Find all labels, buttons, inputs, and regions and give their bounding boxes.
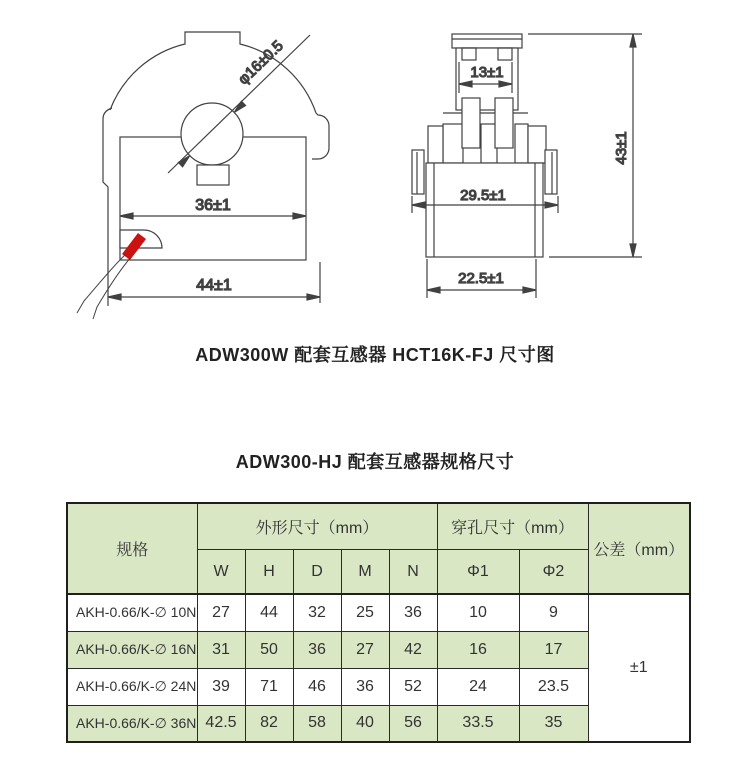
dim-bottom-width <box>427 259 536 298</box>
header-col-d: D <box>293 550 341 595</box>
spec-name-cell: AKH-0.66/K-∅ 24N <box>67 668 197 705</box>
dim-outer-width <box>108 262 320 303</box>
left-flange <box>103 108 112 306</box>
value-cell: 9 <box>519 594 588 631</box>
dim-label-mid-width: 29.5±1 <box>460 187 506 204</box>
value-cell: 27 <box>197 594 245 631</box>
spec-table-title: ADW300-HJ 配套互感器规格尺寸 <box>235 452 515 472</box>
dim-label-hole: φ16±0.5 <box>235 37 287 89</box>
arrowhead <box>545 202 558 208</box>
value-cell: 16 <box>437 631 519 668</box>
front-view-drawing <box>77 32 329 319</box>
tooth-upper <box>495 98 513 148</box>
value-cell: 27 <box>341 631 389 668</box>
arrowhead <box>412 202 425 208</box>
value-cell: 39 <box>197 668 245 705</box>
lower-body <box>426 163 543 257</box>
side-wing <box>428 126 443 163</box>
figure-caption: ADW300W 配套互感器 HCT16K-FJ 尺寸图 <box>195 345 555 365</box>
value-cell: 82 <box>245 705 293 742</box>
header-outline-group: 外形尺寸（mm） <box>197 503 437 550</box>
value-cell: 36 <box>389 594 437 631</box>
value-cell: 17 <box>519 631 588 668</box>
header-col-m: M <box>341 550 389 595</box>
dim-label-height: 43±1 <box>613 131 630 165</box>
value-cell: 36 <box>341 668 389 705</box>
arrowhead <box>630 34 636 47</box>
value-cell: 33.5 <box>437 705 519 742</box>
value-cell: 31 <box>197 631 245 668</box>
arrowhead <box>427 287 440 293</box>
value-cell: 52 <box>389 668 437 705</box>
spec-name-cell: AKH-0.66/K-∅ 16N <box>67 631 197 668</box>
wire-2 <box>93 257 131 319</box>
arrowhead <box>523 287 536 293</box>
header-col-phi2: Φ2 <box>519 550 588 595</box>
arrowhead <box>108 294 121 300</box>
right-ear <box>312 113 329 159</box>
value-cell: 24 <box>437 668 519 705</box>
dim-label-bottom-width: 22.5±1 <box>458 270 504 287</box>
tooth-lower <box>443 124 463 163</box>
spec-name-cell: AKH-0.66/K-∅ 36N <box>67 705 197 742</box>
table-row <box>67 594 690 631</box>
dim-label-outer-width: 44±1 <box>196 277 232 294</box>
tooth-upper <box>462 98 480 148</box>
header-spec: 规格 <box>67 503 197 594</box>
dim-label-top-width: 13±1 <box>470 64 504 81</box>
right-hook <box>545 150 557 194</box>
header-col-h: H <box>245 550 293 595</box>
value-cell: 40 <box>341 705 389 742</box>
value-cell: 58 <box>293 705 341 742</box>
header-tolerance: 公差（mm） <box>588 503 690 594</box>
value-cell: 46 <box>293 668 341 705</box>
spec-table <box>66 502 691 743</box>
header-hole-group: 穿孔尺寸（mm） <box>437 503 588 550</box>
value-cell: 23.5 <box>519 668 588 705</box>
arrowhead <box>307 294 320 300</box>
value-cell: 42.5 <box>197 705 245 742</box>
hole-tab <box>197 165 229 185</box>
header-col-phi1: Φ1 <box>437 550 519 595</box>
value-cell: 44 <box>245 594 293 631</box>
center-hole <box>181 103 243 165</box>
wire-1 <box>77 254 126 313</box>
value-cell: 56 <box>389 705 437 742</box>
value-cell: 36 <box>293 631 341 668</box>
value-cell: 10 <box>437 594 519 631</box>
value-cell: 32 <box>293 594 341 631</box>
header-col-n: N <box>389 550 437 595</box>
dim-label-inner-width: 36±1 <box>195 197 231 214</box>
value-cell: 42 <box>389 631 437 668</box>
side-view-drawing <box>412 34 642 298</box>
header-col-w: W <box>197 550 245 595</box>
value-cell: 35 <box>519 705 588 742</box>
spec-name-cell: AKH-0.66/K-∅ 10N <box>67 594 197 631</box>
arrowhead <box>630 244 636 257</box>
side-wing <box>528 126 546 163</box>
tooth-lower <box>515 124 528 163</box>
value-cell: 25 <box>341 594 389 631</box>
left-hook <box>412 150 424 194</box>
dome-outline <box>110 32 316 113</box>
transformer-dimension-drawings <box>0 0 750 335</box>
connector-cap <box>452 34 522 48</box>
value-cell: 71 <box>245 668 293 705</box>
tolerance-cell: ±1 <box>588 594 690 742</box>
value-cell: 50 <box>245 631 293 668</box>
